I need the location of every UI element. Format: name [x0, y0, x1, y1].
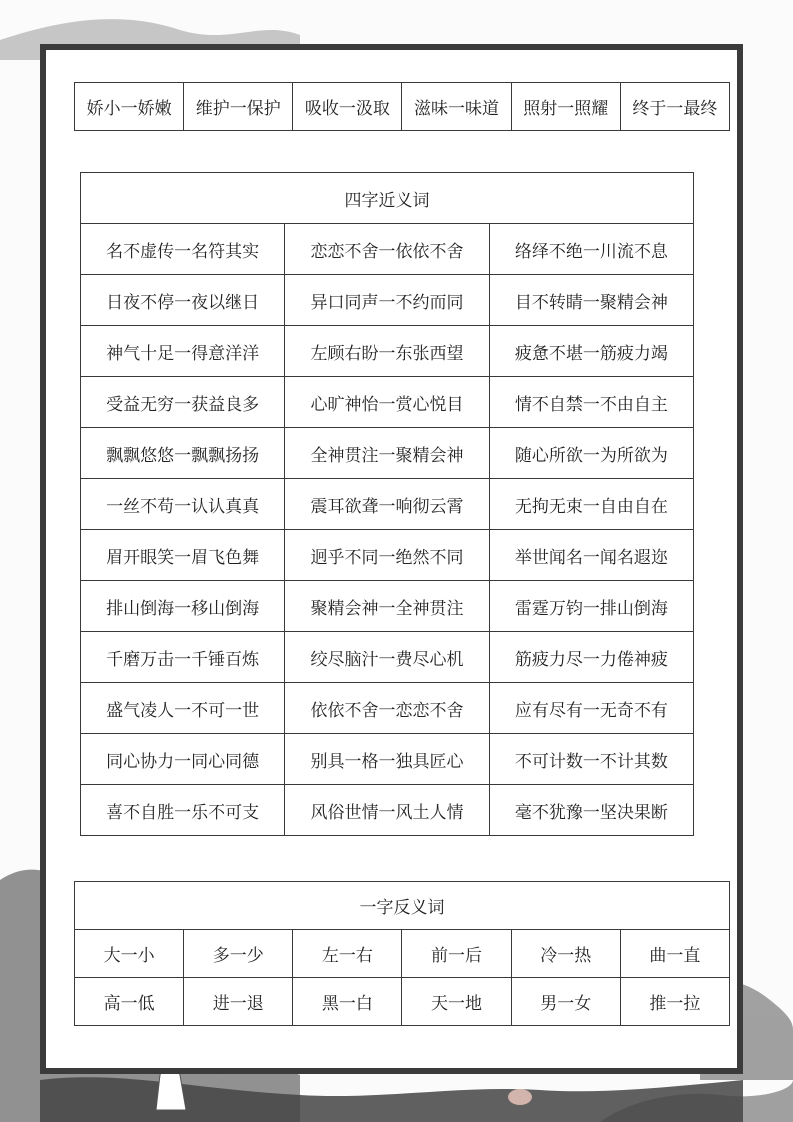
one-char-antonym-table [74, 881, 730, 1026]
word-pair-cell: 吸收一汲取 [293, 83, 402, 131]
synonym-cell: 迥乎不同一绝然不同 [285, 530, 489, 581]
table-row [81, 785, 694, 836]
synonym-cell: 目不转睛一聚精会神 [489, 275, 693, 326]
synonym-cell: 同心协力一同心同德 [81, 734, 285, 785]
table-row [75, 930, 730, 978]
antonym-cell: 天一地 [402, 978, 511, 1026]
word-pair-cell: 终于一最终 [620, 83, 729, 131]
table-row [75, 83, 730, 131]
synonym-cell: 恋恋不舍一依依不舍 [285, 224, 489, 275]
synonym-cell: 受益无穷一获益良多 [81, 377, 285, 428]
synonym-table-title: 四字近义词 [81, 173, 694, 224]
antonym-cell: 冷一热 [511, 930, 620, 978]
antonym-cell: 黑一白 [293, 978, 402, 1026]
synonym-cell: 喜不自胜一乐不可支 [81, 785, 285, 836]
synonym-cell: 别具一格一独具匠心 [285, 734, 489, 785]
synonym-cell: 随心所欲一为所欲为 [489, 428, 693, 479]
synonym-cell: 毫不犹豫一坚决果断 [489, 785, 693, 836]
synonym-cell: 络绎不绝一川流不息 [489, 224, 693, 275]
synonym-cell: 不可计数一不计其数 [489, 734, 693, 785]
synonym-cell: 名不虚传一名符其实 [81, 224, 285, 275]
synonym-cell: 全神贯注一聚精会神 [285, 428, 489, 479]
table-row [81, 683, 694, 734]
synonym-cell: 举世闻名一闻名遐迩 [489, 530, 693, 581]
table-row [81, 377, 694, 428]
synonym-cell: 心旷神怡一赏心悦目 [285, 377, 489, 428]
synonym-cell: 眉开眼笑一眉飞色舞 [81, 530, 285, 581]
antonym-cell: 多一少 [184, 930, 293, 978]
synonym-cell: 雷霆万钧一排山倒海 [489, 581, 693, 632]
synonym-cell: 日夜不停一夜以继日 [81, 275, 285, 326]
synonym-cell: 飘飘悠悠一飘飘扬扬 [81, 428, 285, 479]
synonym-cell: 聚精会神一全神贯注 [285, 581, 489, 632]
table-row [81, 275, 694, 326]
table-header-row [75, 882, 730, 930]
antonym-cell: 高一低 [75, 978, 184, 1026]
table-row [81, 734, 694, 785]
synonym-cell: 绞尽脑汁一费尽心机 [285, 632, 489, 683]
synonym-cell: 千磨万击一千锤百炼 [81, 632, 285, 683]
synonym-cell: 盛气凌人一不可一世 [81, 683, 285, 734]
table-row [81, 581, 694, 632]
table-row [81, 326, 694, 377]
antonym-cell: 前一后 [402, 930, 511, 978]
synonym-cell: 异口同声一不约而同 [285, 275, 489, 326]
antonym-cell: 曲一直 [620, 930, 729, 978]
antonym-cell: 大一小 [75, 930, 184, 978]
word-pair-cell: 照射一照耀 [511, 83, 620, 131]
synonym-cell: 应有尽有一无奇不有 [489, 683, 693, 734]
synonym-cell: 一丝不苟一认认真真 [81, 479, 285, 530]
synonym-cell: 筋疲力尽一力倦神疲 [489, 632, 693, 683]
table-row [75, 978, 730, 1026]
synonym-cell: 情不自禁一不由自主 [489, 377, 693, 428]
table-row [81, 428, 694, 479]
antonym-table-title: 一字反义词 [75, 882, 730, 930]
synonym-cell: 无拘无束一自由自在 [489, 479, 693, 530]
synonym-cell: 疲惫不堪一筋疲力竭 [489, 326, 693, 377]
document-frame [40, 44, 743, 1074]
antonym-cell: 男一女 [511, 978, 620, 1026]
table-header-row [81, 173, 694, 224]
antonym-cell: 进一退 [184, 978, 293, 1026]
synonym-cell: 左顾右盼一东张西望 [285, 326, 489, 377]
synonym-cell: 依依不舍一恋恋不舍 [285, 683, 489, 734]
word-pair-cell: 娇小一娇嫩 [75, 83, 184, 131]
synonym-cell: 风俗世情一风土人情 [285, 785, 489, 836]
four-char-synonym-table [80, 172, 694, 836]
antonym-cell: 推一拉 [620, 978, 729, 1026]
word-pair-cell: 维护一保护 [184, 83, 293, 131]
antonym-cell: 左一右 [293, 930, 402, 978]
synonym-cell: 排山倒海一移山倒海 [81, 581, 285, 632]
table-row [81, 632, 694, 683]
word-pair-table [74, 82, 730, 131]
word-pair-cell: 滋味一味道 [402, 83, 511, 131]
table-row [81, 530, 694, 581]
table-row [81, 224, 694, 275]
table-row [81, 479, 694, 530]
synonym-cell: 震耳欲聋一响彻云霄 [285, 479, 489, 530]
synonym-cell: 神气十足一得意洋洋 [81, 326, 285, 377]
